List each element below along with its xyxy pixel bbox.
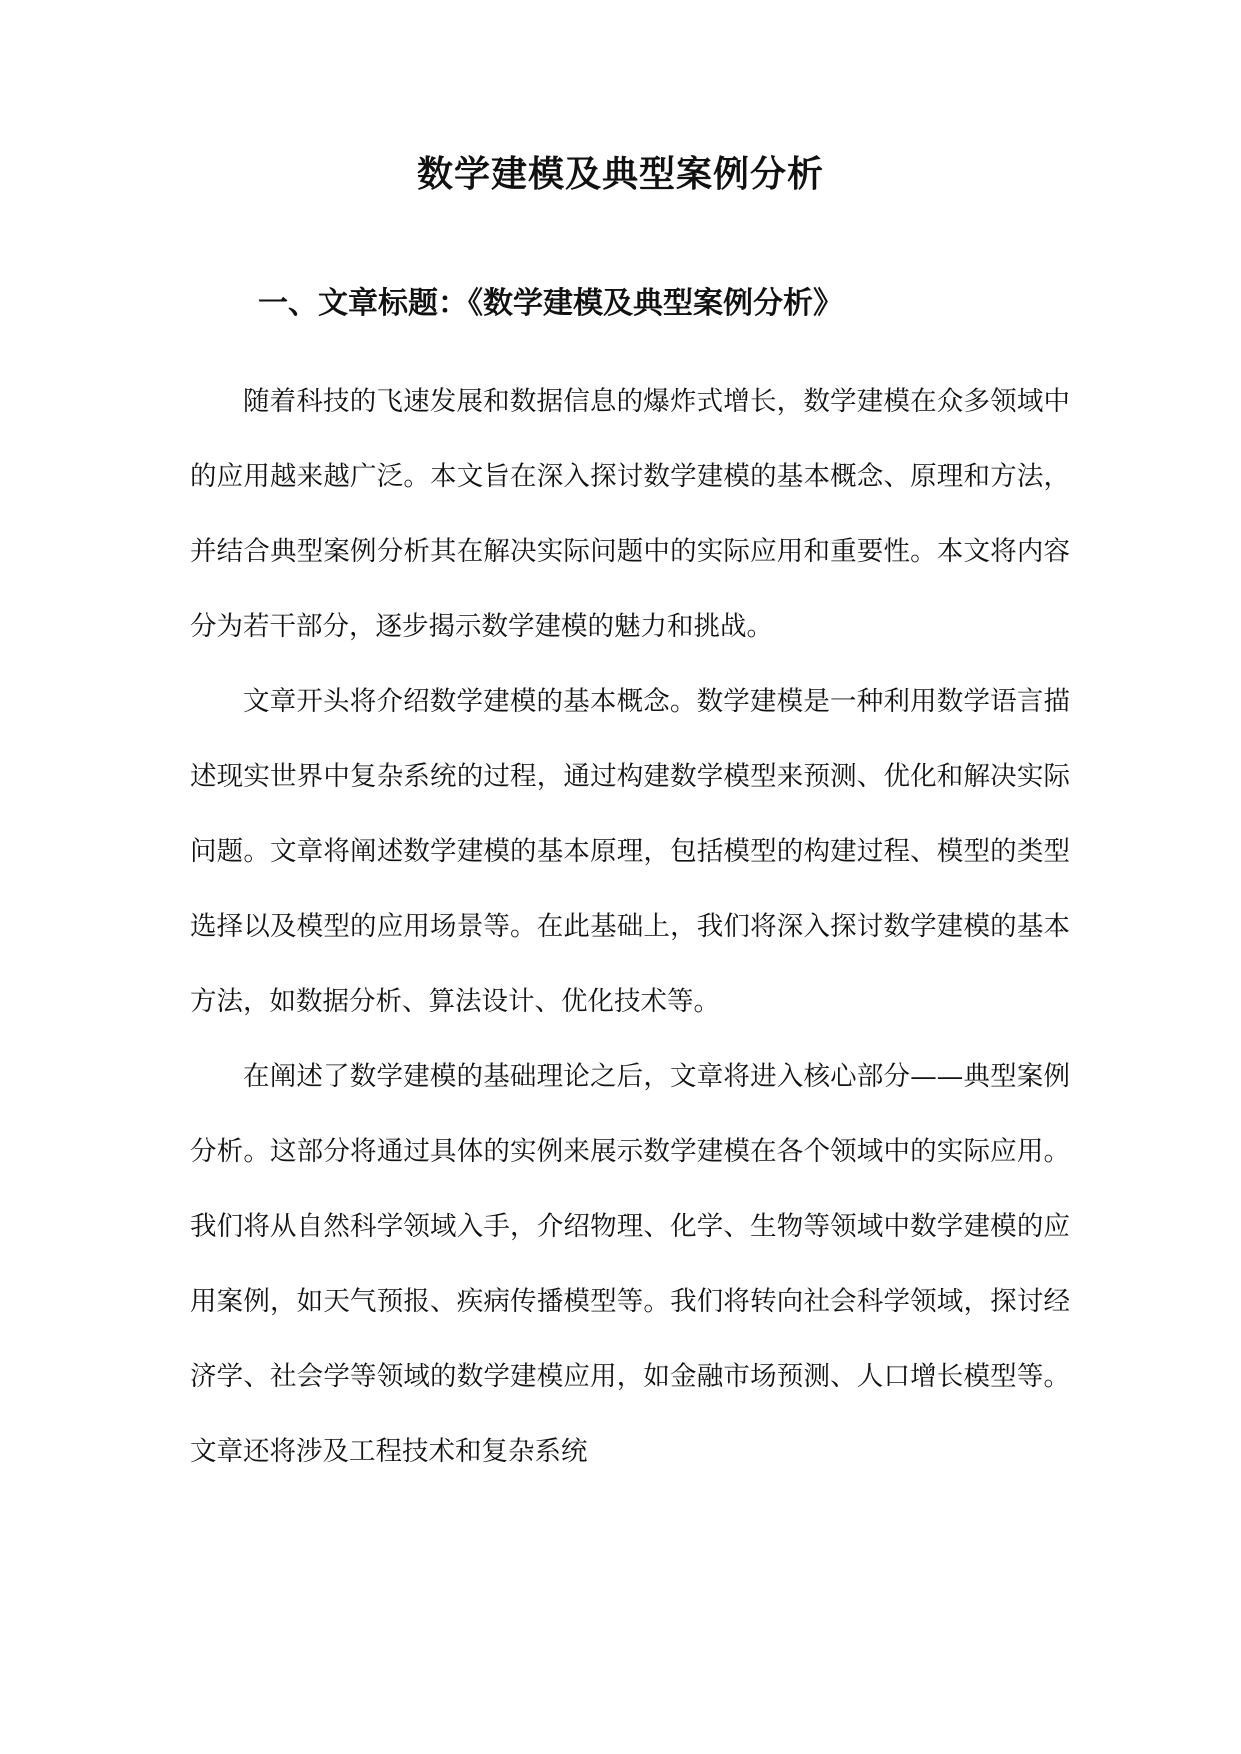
document-title: 数学建模及典型案例分析 [416,154,824,195]
section-heading: 一、文章标题：《数学建模及典型案例分析》 [258,286,843,321]
paragraph-intro: 随着科技的飞速发展和数据信息的爆炸式增长，数学建模在众多领域中的应用越来越广泛。本文旨在深入探讨数学建模的基本概念、原理和方法，并结合典型案例分析其在解决实际问题中的实际应用和重要性。本文将内容分为若干部分，逐步揭示数学建模的魅力和挑战。 [190,386,1070,642]
paragraph-case-analysis: 在阐述了数学建模的基础理论之后，文章将进入核心部分——典型案例分析。这部分将通过具体的实例来展示数学建模在各个领域中的实际应用。我们将从自然科学领域入手，介绍物理、化学、生物等领域中数学建模的应用案例，如天气预报、疾病传播模型等。我们将转向社会科学领域，探讨经济学、社会学等领域的数学建模应用，如金融市场预测、人口增长模型等。文章还将涉及工程技术和复杂系统 [190,1061,1070,1467]
body-text [190,364,1070,1489]
paragraph-concepts: 文章开头将介绍数学建模的基本概念。数学建模是一种利用数学语言描述现实世界中复杂系统的过程，通过构建数学模型来预测、优化和解决实际问题。文章将阐述数学建模的基本原理，包括模型的构建过程、模型的类型选择以及模型的应用场景等。在此基础上，我们将深入探讨数学建模的基本方法，如数据分析、算法设计、优化技术等。 [190,686,1070,1017]
